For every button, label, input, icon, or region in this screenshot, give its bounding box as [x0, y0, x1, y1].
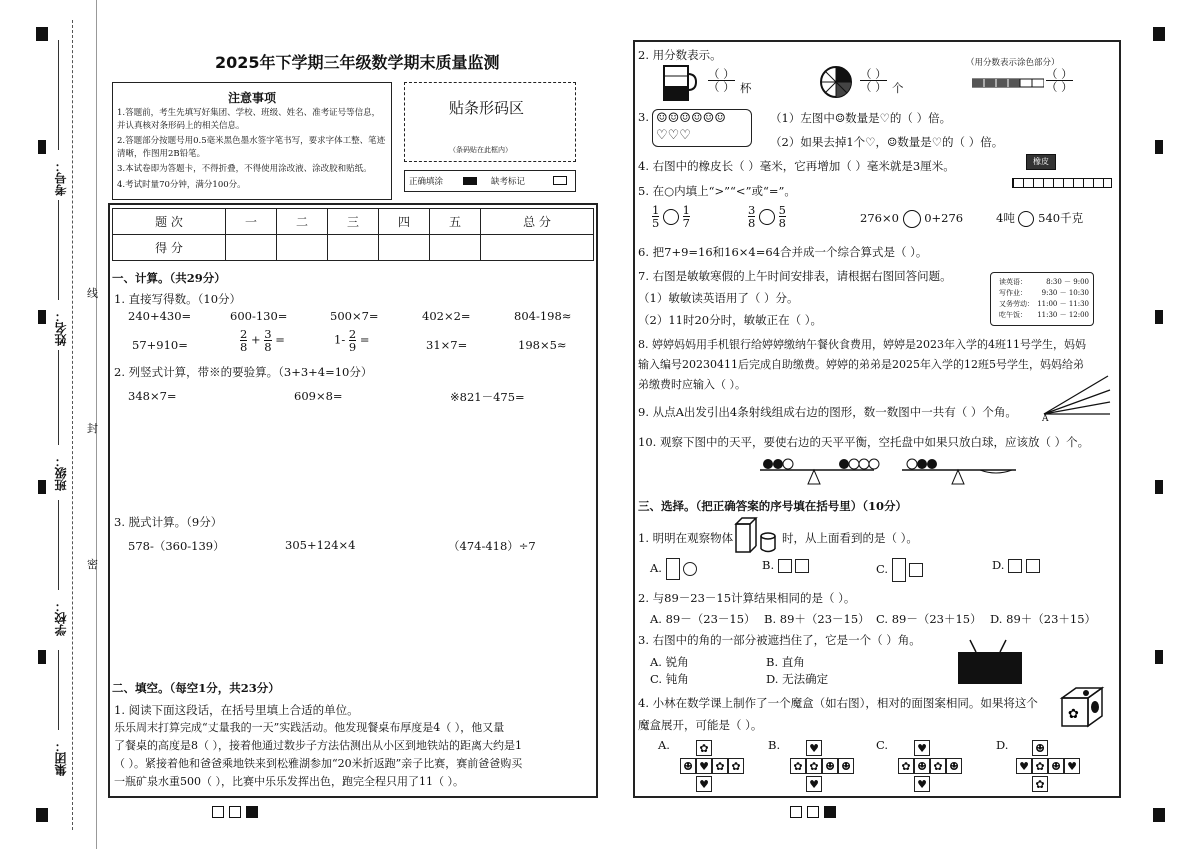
heart-icon: ♥ [1016, 758, 1032, 774]
ruler-icon [1012, 178, 1112, 188]
barcode-label: 贴条形码区 [449, 99, 525, 117]
point-a-label: A [1042, 414, 1049, 424]
cube-net-d[interactable] [1016, 740, 1096, 800]
cup-icon [662, 64, 698, 102]
fill-q4: 4. 右图中的橡皮长（ ）毫米，它再增加（ ）毫米就是3厘米。 [638, 159, 955, 173]
net-option-label[interactable]: A. [658, 738, 670, 752]
compare-circle[interactable] [903, 210, 921, 228]
bar-strip-icon [972, 78, 1044, 88]
fill-q3a: （1）左图中☺数量是♡的（ ）倍。 [770, 111, 952, 125]
flower-icon: ✿ [1032, 776, 1048, 792]
exam-title: 2025年下学期三年级数学期末质量监测 [215, 53, 500, 72]
heart-row: ♡♡♡ [656, 128, 691, 143]
net-option-label[interactable]: C. [876, 738, 889, 752]
score-row-label: 得 分 [113, 235, 226, 261]
exam-number-label: 考号： [54, 160, 68, 196]
seal-word-seal: 封 [87, 422, 98, 435]
numerator: 1 [682, 203, 690, 217]
choice-option[interactable]: C. [876, 558, 923, 582]
fill-q3b: （2）如果去掉1个♡，☺数量是♡的（ ）倍。 [770, 135, 1004, 149]
calc-q3-title: 3. 脱式计算。（9分） [114, 515, 223, 529]
numerator: 3 [748, 203, 756, 217]
eraser-icon: 橡皮 [1026, 154, 1056, 170]
fill-q9: 9. 从点A出发引出4条射线组成右边的图形，数一数图中一共有（ ）个角。 [638, 405, 1017, 419]
score-header-cell: 题 次 [113, 209, 226, 235]
denominator: 8 [778, 216, 786, 230]
seal-word-secret: 密 [87, 558, 98, 571]
compare-fraction [748, 204, 786, 229]
barcode-hint: （条码贴在此框内） [449, 146, 512, 154]
score-header-cell: 五 [429, 209, 480, 235]
denominator: 8 [264, 340, 272, 354]
flower-icon: ✿ [696, 740, 712, 756]
schedule-row: 吃午饭： 11:30 － 12:00 [999, 311, 1089, 319]
flower-icon: ✿ [790, 758, 806, 774]
denominator: 8 [240, 340, 248, 354]
heart-icon: ♥ [1064, 758, 1080, 774]
balance-left-icon [754, 456, 882, 490]
compare-expr [996, 210, 1083, 227]
left-expr: 276×0 [860, 211, 899, 225]
correct-fill-sample [463, 177, 477, 185]
registration-mark [36, 808, 48, 822]
heart-icon: ♥ [806, 740, 822, 756]
score-cell[interactable] [327, 235, 378, 261]
face-icon: ☻ [680, 758, 696, 774]
choice-option[interactable]: B. 89＋（23－15） [764, 612, 870, 626]
minuend: 1- [334, 332, 346, 347]
barcode-area [404, 82, 576, 162]
flower-icon: ✿ [712, 758, 728, 774]
choice-q1: 1. 明明在观察物体 [638, 531, 734, 545]
calc-item: 57+910= [132, 338, 188, 352]
score-header-cell: 三 [327, 209, 378, 235]
step-calc-item: 305+124×4 [285, 538, 356, 552]
fill-q1-line: 了餐桌的高度是8（ ），接着他通过数步子方法估测出从小区到地铁站的距离大约是1 [114, 739, 522, 752]
fill-q5: 5. 在○内填上“>”“<”或“=”。 [638, 184, 796, 198]
choice-q1-tail: 时，从上面看到的是（ ）。 [782, 531, 918, 545]
denominator: 5 [652, 216, 660, 230]
notice-title: 注意事项 [228, 91, 277, 105]
notice-item: 2.答题部分按题号用0.5毫米黑色墨水签字笔书写，要求字体工整、笔迹清晰，作图用2B铅笔。 [117, 136, 386, 159]
cube-net-c[interactable] [898, 740, 978, 800]
denominator: 9 [348, 340, 357, 354]
compare-fraction [652, 204, 690, 229]
face-icon: ☻ [838, 758, 854, 774]
flower-icon: ✿ [1032, 758, 1048, 774]
calc-item: 500×7= [330, 309, 379, 323]
heart-icon: ♥ [806, 776, 822, 792]
registration-mark [1155, 310, 1163, 324]
rays-figure [1038, 372, 1114, 422]
flower-icon: ✿ [898, 758, 914, 774]
registration-mark [1155, 480, 1163, 494]
missing-label: 缺考标记 [491, 177, 526, 187]
heart-icon: ♥ [696, 776, 712, 792]
choice-option[interactable]: A. 89－（23－15） [650, 612, 756, 626]
right-expr: 540千克 [1038, 211, 1084, 225]
fill-q1-line: 一瓶矿泉水重500（ ），比赛中乐乐发挥出色，跑完全程只用了11（ ）。 [114, 775, 464, 788]
choice-q4-line: 魔盒展开，可能是（ ）。 [638, 718, 763, 732]
calc-item: 402×2= [422, 309, 471, 323]
school-label: 学校： [54, 600, 68, 636]
unit-piece: 个 [892, 81, 904, 95]
score-cell[interactable] [378, 235, 429, 261]
calc-item: 804-198≈ [514, 309, 572, 323]
flower-icon: ✿ [806, 758, 822, 774]
right-expr: 0+276 [924, 211, 964, 225]
missing-checkbox[interactable] [553, 176, 567, 185]
score-cell[interactable] [276, 235, 327, 261]
numerator: 5 [778, 203, 786, 217]
solid-objects-icon [732, 516, 780, 554]
section-1-title: 一、计算。（共29分） [112, 271, 226, 285]
fraction-blank[interactable]: $\frac{( )}{( )}$ [708, 67, 735, 94]
registration-mark [1153, 27, 1165, 41]
choice-q2: 2. 与89－23－15计算结果相同的是（ ）。 [638, 591, 856, 605]
left-expr: 4吨 [996, 211, 1015, 225]
cube-net-b[interactable] [790, 740, 870, 800]
numerator: 2 [348, 327, 357, 341]
fill-q7a: （1）敏敏读英语用了（ ）分。 [638, 291, 799, 305]
choice-option[interactable]: D. [992, 558, 1040, 573]
group-label: 集团： [54, 740, 68, 776]
operator: + [250, 332, 261, 347]
numerator: 2 [240, 327, 248, 341]
page-mark [790, 806, 836, 818]
denominator: 7 [682, 216, 690, 230]
denominator: 8 [748, 216, 756, 230]
choice-q3: 3. 右图中的角的一部分被遮挡住了，它是一个（ ）角。 [638, 633, 921, 647]
fill-q1-line: （ ）。紧接着他和爸爸乘地铁来到松雅湖参加“20米折返跑”亲子比赛，赛前爸爸购买 [114, 757, 523, 770]
group-field[interactable] [58, 650, 59, 730]
face-icon: ☻ [946, 758, 962, 774]
fill-q1-line: 乐乐周末打算完成“丈量我的一天”实践活动。他发现餐桌布厚度是4（ ），他又量 [114, 721, 505, 734]
class-field[interactable] [58, 350, 59, 445]
choice-option[interactable]: D. 89＋（23＋15） [990, 612, 1097, 626]
registration-mark [1153, 808, 1165, 822]
rectangle-icon [892, 558, 906, 582]
heart-icon: ♥ [914, 740, 930, 756]
net-option-label[interactable]: B. [768, 738, 781, 752]
choice-option[interactable]: D. 无法确定 [766, 672, 829, 686]
vertical-calc-item: ※821－475= [450, 390, 525, 404]
heart-icon: ♥ [914, 776, 930, 792]
vertical-calc-item: 348×7= [128, 389, 177, 403]
step-calc-item: 578-（360-139） [128, 539, 225, 553]
fraction-note: （用分数表示涂色部分） [966, 58, 1060, 68]
class-label: 班级： [54, 455, 68, 491]
calc-item: 600-130= [230, 309, 288, 323]
square-icon [909, 563, 923, 577]
smiley-row: ☺☺☺☺☺☺ [656, 111, 726, 126]
numerator: 3 [264, 327, 272, 341]
svg-text:✿: ✿ [1068, 707, 1079, 722]
score-header-cell: 一 [225, 209, 276, 235]
square-icon [795, 559, 809, 573]
seal-word-line: 线 [87, 287, 98, 300]
flower-icon: ✿ [930, 758, 946, 774]
face-icon: ☻ [822, 758, 838, 774]
eraser-ruler [1012, 152, 1112, 192]
fill-q8-line: 输入编号20230411后完成自助缴费。婷婷的弟弟是2025年入学的12班5号学生，妈妈给弟 [638, 358, 1084, 371]
schedule-card [990, 272, 1094, 326]
registration-mark [36, 27, 48, 41]
pizza-icon [818, 64, 854, 100]
balance-right-icon [896, 456, 1024, 490]
fill-q2-title: 2. 用分数表示。 [638, 48, 722, 62]
registration-mark [38, 140, 46, 154]
fill-q10: 10. 观察下图中的天平，要使右边的天平平衡，空托盘中如果只放白球，应该放（ ）个。 [638, 435, 1090, 449]
choice-option[interactable]: B. 直角 [766, 655, 805, 669]
name-label: 姓名： [54, 310, 68, 346]
magic-cube-icon [1058, 684, 1106, 730]
heart-icon: ♥ [696, 758, 712, 774]
vertical-calc-item: 609×8= [294, 389, 343, 403]
score-header-cell: 二 [276, 209, 327, 235]
unit-cup: 杯 [740, 81, 752, 95]
score-cell[interactable] [480, 235, 593, 261]
registration-mark [38, 310, 46, 324]
registration-mark [1155, 140, 1163, 154]
fill-q7b: （2）11时20分时，敏敏正在（ ）。 [638, 313, 822, 327]
cube-net-a[interactable] [680, 740, 760, 800]
choice-option[interactable]: C. 钝角 [650, 672, 689, 686]
compare-circle[interactable] [1018, 211, 1034, 227]
hidden-angle-figure [956, 636, 1026, 686]
net-option-label[interactable]: D. [996, 738, 1009, 752]
step-calc-item: （474-418）÷7 [448, 539, 536, 553]
q3-number: 3. [638, 110, 649, 124]
numerator: 1 [652, 203, 660, 217]
schedule-row: 写作业： 9:30 － 10:30 [999, 289, 1089, 297]
compare-circle[interactable] [759, 209, 775, 225]
fraction-sum [240, 328, 285, 353]
binding-line [72, 20, 73, 830]
section-2-title: 二、填空。（每空1分，共23分） [112, 681, 280, 695]
choice-option[interactable]: B. [762, 558, 809, 573]
score-cell[interactable] [225, 235, 276, 261]
name-field[interactable] [58, 200, 59, 300]
square-icon [778, 559, 792, 573]
fill-q8-line: 弟缴费时应输入（ ）。 [638, 378, 746, 391]
fill-marks [404, 170, 576, 192]
score-header-cell: 四 [378, 209, 429, 235]
choice-option[interactable]: A. [650, 558, 697, 580]
fraction-diff [334, 328, 369, 353]
smiley-heart-box [652, 109, 752, 147]
rectangle-icon [666, 558, 680, 580]
calc-item: 198×5≈ [518, 338, 567, 352]
compare-circle[interactable] [663, 209, 679, 225]
fill-q6: 6. 把7+9=16和16×4=64合并成一个综合算式是（ ）。 [638, 245, 928, 259]
schedule-row: 又务劳动： 11:00 － 11:30 [999, 300, 1089, 308]
fill-q8-line: 8. 婷婷妈妈用手机银行给婷婷缴纳午餐伙食费用，婷婷是2023年入学的4班11号学生，妈妈 [638, 338, 1086, 351]
equals: = [359, 332, 370, 347]
flower-icon: ✿ [728, 758, 744, 774]
circle-icon [683, 562, 697, 576]
choice-option[interactable]: C. 89－（23＋15） [876, 612, 982, 626]
calc-item: 240+430= [128, 309, 192, 323]
school-field[interactable] [58, 500, 59, 590]
section-3-title: 三、选择。（把正确答案的序号填在括号里）（10分） [638, 499, 908, 513]
notice-item: 4.考试时量70分钟，满分100分。 [117, 180, 246, 190]
calc-q2-title: 2. 列竖式计算，带※的要验算。（3+3+4=10分） [114, 365, 373, 379]
notice-item: 1.答题前，考生先填写好集团、学校、班级、姓名、准考证号等信息，并认真核对条形码上的相关信息。 [117, 108, 381, 131]
schedule-row: 读英语： 8:30 － 9:00 [999, 278, 1089, 286]
face-icon: ☻ [1048, 758, 1064, 774]
score-cell[interactable] [429, 235, 480, 261]
score-table [112, 208, 594, 261]
choice-option[interactable]: A. 锐角 [650, 655, 689, 669]
correct-fill-label: 正确填涂 [409, 177, 444, 187]
registration-mark [1155, 650, 1163, 664]
face-icon: ☻ [1032, 740, 1048, 756]
registration-mark [38, 480, 46, 494]
equals: = [275, 332, 285, 347]
notice-item: 3.本试卷即为答题卡，不得折叠，不得使用涂改液、涂改胶和贴纸。 [117, 164, 372, 174]
notice-box [112, 82, 392, 200]
square-icon [1008, 559, 1022, 573]
choice-q4-line: 4. 小林在数学课上制作了一个魔盒（如右图），相对的面图案相同。如果将这个 [638, 696, 1038, 710]
exam-number-field[interactable] [58, 40, 59, 150]
score-value-row [113, 235, 594, 261]
fill-q1-title: 1. 阅读下面这段话，在括号里填上合适的单位。 [114, 703, 359, 717]
calc-q1-title: 1. 直接写得数。（10分） [114, 292, 242, 306]
page-mark [212, 806, 258, 818]
fill-q7: 7. 右图是敏敏寒假的上午时间安排表，请根据右图回答问题。 [638, 269, 952, 283]
calc-item: 31×7= [426, 338, 468, 352]
score-header-row [113, 209, 594, 235]
face-icon: ☻ [914, 758, 930, 774]
registration-mark [38, 650, 46, 664]
fraction-blank[interactable]: $\frac{( )}{( )}$ [1046, 67, 1073, 94]
compare-expr [860, 210, 963, 228]
score-header-cell: 总 分 [480, 209, 593, 235]
square-icon [1026, 559, 1040, 573]
fraction-blank[interactable]: $\frac{( )}{( )}$ [860, 67, 887, 94]
